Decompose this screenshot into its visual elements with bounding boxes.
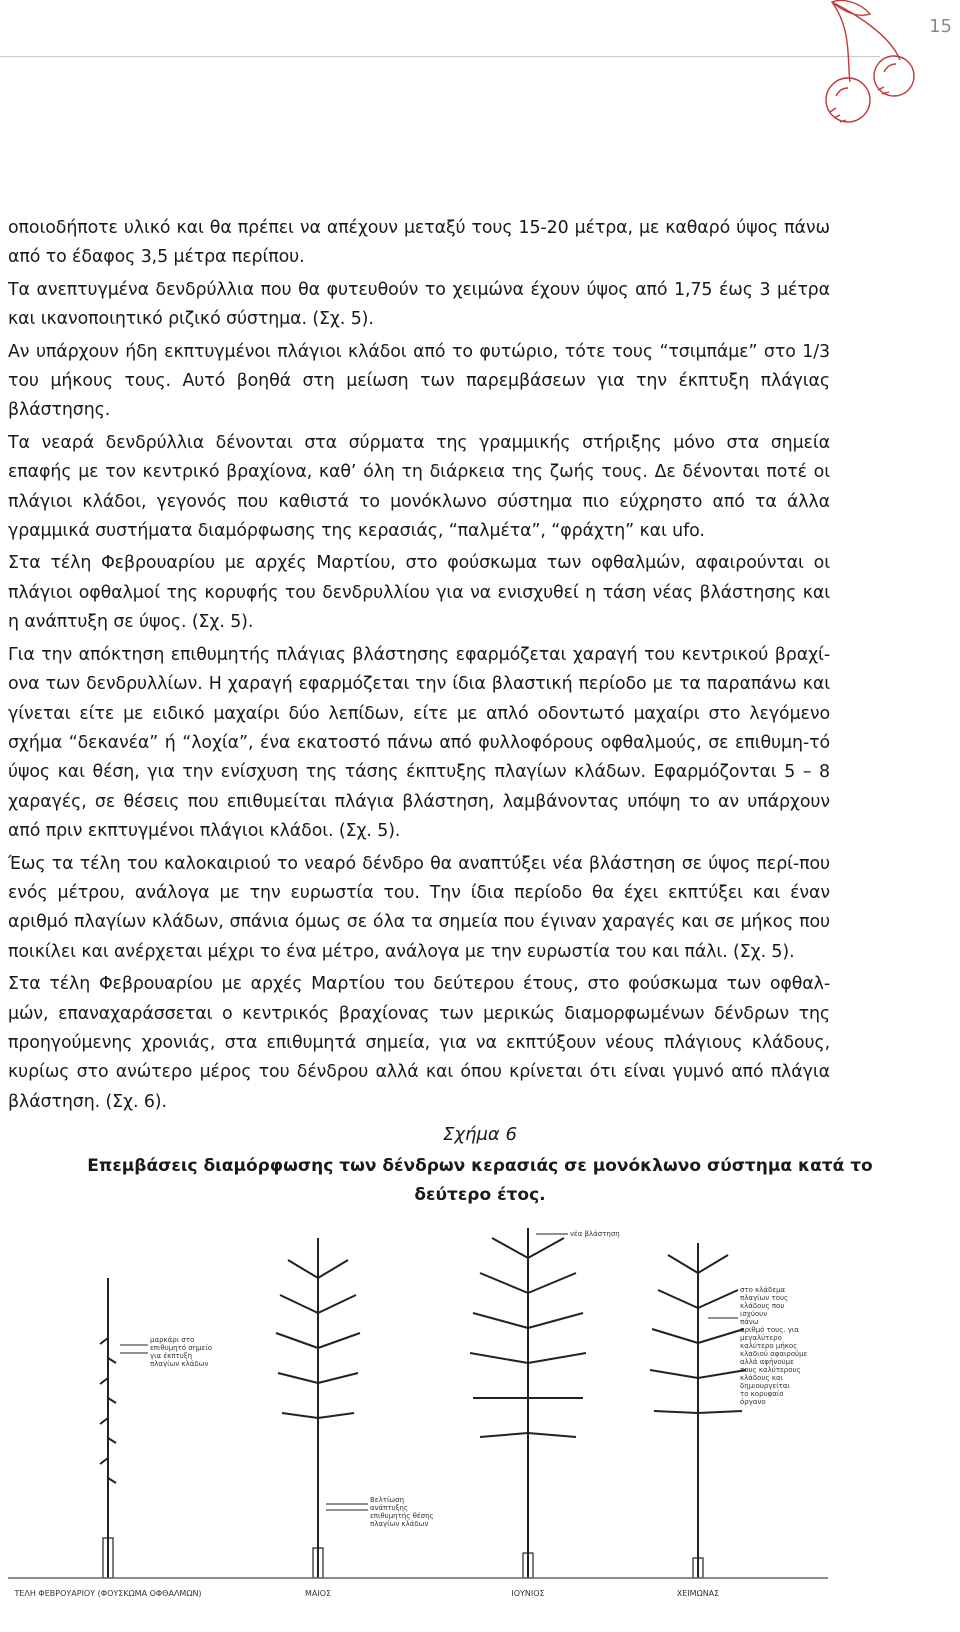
tree4-note-13: το κορυφαίο — [740, 1390, 784, 1398]
tree4-note-14: όργανο — [740, 1398, 766, 1406]
tree1-note-2: για έκπτυξη — [150, 1352, 193, 1360]
tree4-note-0: στο κλάδεμα — [740, 1286, 786, 1294]
paragraph: Αν υπάρχουν ήδη εκπτυγμένοι πλάγιοι κλάδοι από το φυτώριο, τότε τους “τσιμπάμε” στο 1/3 του μήκους τους. Αυτό βοηθά στη μείωση των παρεμβάσεων για την έκπτυξη πλάγιας βλάστησης. — [8, 341, 830, 421]
paragraph: Για την απόκτηση επιθυμητής πλάγιας βλάστησης εφαρμόζεται χαραγή του κεντρικού βραχί-ονα των δενδρυλλίων. Η χαραγή εφαρμόζεται την ίδια βλαστική περίοδο με τα παραπάνω και γίνεται είτε με ειδικό μαχαίρι δύο λεπίδων, είτε με απλό οδοντωτό μαχαίρι στο λεγόμενο σχήμα “δεκανέα” ή “λοχία”, ένα εκατοστό πάνω από φυλλοφόρους οφθαλμούς, σε επιθυμη-τό ύψος και θέση, για την ενίσχυση της τάσης έκπτυξης πλαγίων κλάδων. Εφαρμόζονται 5 – 8 χαραγές, σε θέσεις που επιθυμείται πλάγια βλάστηση, λαμβάνοντας υπόψη το αν υπάρχουν από πριν εκπτυγμένοι πλάγιοι κλάδοι. (Σχ. 5). — [8, 644, 830, 842]
tree2-note-1: ανάπτυξης — [370, 1504, 409, 1512]
season-label-2: ΜΑΙΟΣ — [304, 1589, 332, 1598]
tree4-note-6: μεγαλύτερο — [740, 1334, 782, 1342]
tree-2 — [276, 1238, 368, 1578]
paragraph: Στα τέλη Φεβρουαρίου με αρχές Μαρτίου του δεύτερου έτους, στο φούσκωμα των οφθαλ-μών, επαναχαράσσεται ο κεντρικός βραχίονας των μερικώς διαμορφωμένων δένδρων της προηγούμενης χρονιάς, στα επιθυμητά σημεία, για να εκπτύξουν νέους πλάγιους κλάδους, κυρίως στο ανώτερο μέρος του δένδρου αλλά και όπου κρίνεται ότι είναι γυμνό από πλάγια βλάστηση. (Σχ. 6). — [8, 974, 830, 1112]
paragraph: Έως τα τέλη του καλοκαιριού το νεαρό δένδρο θα αναπτύξει νέα βλάστηση σε ύψος περί-που ενός μέτρου, ανάλογα με την ευρωστία του. Την ίδια περίοδο θα έχει εκπτύξει και έναν αριθμό πλαγίων κλάδων, σπάνια όμως σε όλα τα σημεία που έγιναν χαραγές και σε μήκος που ποικίλει και ανέρχεται μέχρι το ένα μέτρο, ανάλογα με την ευρωστία του και πάλι. (Σχ. 5). — [8, 853, 830, 962]
tree4-note-7: καλύτερο μήκος — [740, 1342, 798, 1350]
tree-1 — [100, 1278, 148, 1578]
tree4-note-2: κλάδους που — [740, 1302, 785, 1310]
tree-4 — [650, 1243, 746, 1578]
paragraph: οποιοδήποτε υλικό και θα πρέπει να απέχουν μεταξύ τους 15-20 μέτρα, με καθαρό ύψος πάνω από το έδαφος 3,5 μέτρα περίπου. — [8, 218, 830, 268]
tree4-note-3: ισχύουν — [740, 1310, 768, 1318]
pruning-diagram — [8, 1218, 828, 1628]
season-label-1: ΤΕΛΗ ΦΕΒΡΟΥΑΡΙΟΥ (ΦΟΥΣΚΩΜΑ ΟΦΘΑΛΜΩΝ) — [14, 1589, 202, 1598]
tree4-note-11: κλάδους και — [740, 1374, 783, 1382]
tree4-note-4: πάνω — [740, 1318, 759, 1326]
trees-illustration — [8, 1218, 828, 1628]
tree-3 — [470, 1228, 586, 1578]
cherry-logo-icon — [822, 0, 942, 130]
tree1-note-0: μαρκάρι στο — [150, 1336, 195, 1344]
paragraph: Τα νεαρά δενδρύλλια δένονται στα σύρματα της γραμμικής στήριξης μόνο στα σημεία επαφής με τον κεντρικό βραχίονα, καθ’ όλη τη διάρκεια της ζωής τους. Δε δένονται ποτέ οι πλάγιοι κλάδοι, γεγονός που καθιστά το μονόκλωνο σύστημα πιο εύχρηστο από τα άλλα γραμμικά συστήματα διαμόρφωσης της κερασιάς, “παλμέτα”, “φράχτη” και ufo. — [8, 432, 830, 542]
paragraph: Τα ανεπτυγμένα δενδρύλλια που θα φυτευθούν το χειμώνα έχουν ύψος από 1,75 έως 3 μέτρα και ικανοποιητικό ριζικό σύστημα. (Σχ. 5). — [8, 279, 830, 330]
figure-label: Σχήμα 6 — [443, 1124, 517, 1145]
season-label-3: ΙΟΥΝΙΟΣ — [511, 1589, 545, 1598]
tree2-note-2: επιθυμητής θέσης — [370, 1512, 434, 1520]
tree4-note-5: αριθμό τους. για — [740, 1326, 799, 1334]
season-label-4: ΧΕΙΜΩΝΑΣ — [676, 1589, 720, 1598]
body-text — [8, 214, 830, 1120]
paragraph: Στα τέλη Φεβρουαρίου με αρχές Μαρτίου, στο φούσκωμα των οφθαλμών, αφαιρούνται οι πλάγιοι οφθαλμοί της κορυφής του δενδρυλλίου για να ενισχυθεί η τάση νέας βλάστησης και η ανάπτυξη σε ύψος. (Σχ. 5). — [8, 553, 830, 633]
tree4-note-12: δημιουργείται — [740, 1382, 790, 1390]
tree4-note-1: πλαγίων τους — [740, 1294, 789, 1302]
tree1-note-1: επιθυμητό σημείο — [150, 1344, 213, 1352]
header-rule — [0, 56, 880, 57]
tree4-note-10: τους καλύτερους — [740, 1366, 801, 1374]
figure-title: Επεμβάσεις διαμόρφωσης των δένδρων κερασιάς σε μονόκλωνο σύστημα κατά το δεύτερο έτος. — [87, 1156, 873, 1205]
tree2-note-0: Βελτίωση — [370, 1496, 405, 1504]
tree2-note-3: πλαγίων κλάδων — [370, 1520, 429, 1528]
tree4-note-9: αλλά αφήνουμε — [740, 1358, 794, 1366]
tree4-note-8: κλαδιού αφαιρούμε — [740, 1350, 808, 1358]
tree1-note-3: πλαγίων κλάδων — [150, 1360, 209, 1368]
page-number: 15 — [929, 16, 952, 37]
tree3-note: νέα βλάστηση — [570, 1230, 620, 1238]
